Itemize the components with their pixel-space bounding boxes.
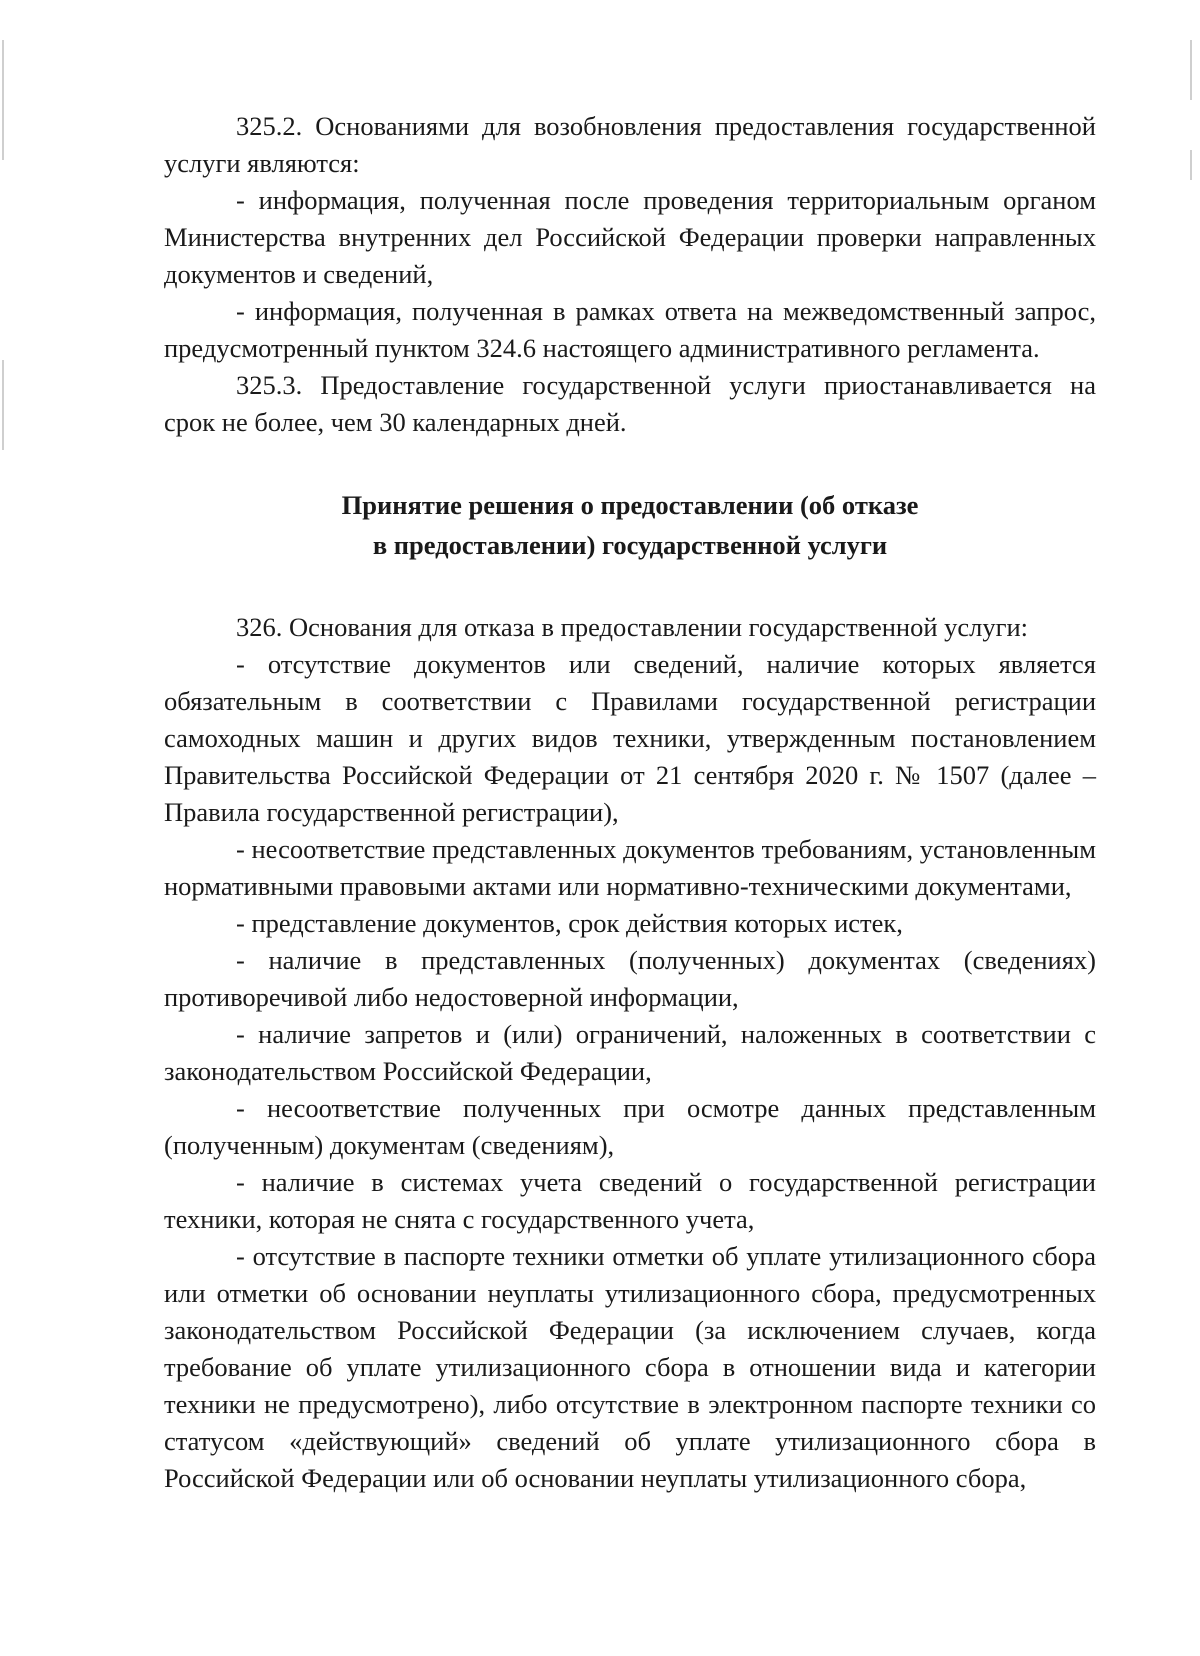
section-heading bbox=[164, 485, 1096, 565]
paragraph-325-3: 325.3. Предоставление государственной услуги приостанавливается на срок не более, чем 30 календарных дней. bbox=[164, 370, 1096, 437]
section-heading-line: в предоставлении) государственной услуги bbox=[372, 530, 888, 560]
list-item: - информация, полученная после проведения территориальным органом Министерства внутренних дел Российской Федерации проверки направленных документов и сведений, bbox=[164, 185, 1096, 289]
scan-edge-mark bbox=[1190, 150, 1192, 180]
scan-edge-mark bbox=[2, 40, 4, 160]
document-body bbox=[164, 108, 1096, 1497]
list-item: - наличие в системах учета сведений о государственной регистрации техники, которая не снята с государственного учета, bbox=[164, 1167, 1096, 1234]
list-item: - отсутствие в паспорте техники отметки об уплате утилизационного сбора или отметки об основании неуплаты утилизационного сбора, предусмотренных законодательством Российской Федерации (за исключением случаев, когда требование об уплате утилизационного сбора в отношении вида и категории техники не предусмотрено), либо отсутствие в электронном паспорте техники со статусом «действующий» сведений об уплате утилизационного сбора в Российской Федерации или об основании неуплаты утилизационного сбора, bbox=[164, 1241, 1096, 1493]
section-heading-line: Принятие решения о предоставлении (об отказе bbox=[341, 490, 919, 520]
list-item: - несоответствие представленных документов требованиям, установленным нормативными правовыми актами или нормативно-техническими документами, bbox=[164, 834, 1096, 901]
paragraph-325-2: 325.2. Основаниями для возобновления предоставления государственной услуги являются: bbox=[164, 111, 1096, 178]
list-item: - несоответствие полученных при осмотре данных представленным (полученным) документам (сведениям), bbox=[164, 1093, 1096, 1160]
scan-edge-mark bbox=[1190, 40, 1192, 100]
list-item: - информация, полученная в рамках ответа на межведомственный запрос, предусмотренный пунктом 324.6 настоящего административного регламента. bbox=[164, 296, 1096, 363]
list-item: - наличие в представленных (полученных) документах (сведениях) противоречивой либо недостоверной информации, bbox=[164, 945, 1096, 1012]
list-item: - отсутствие документов или сведений, наличие которых является обязательным в соответствии с Правилами государственной регистрации самоходных машин и других видов техники, утвержденным постановлением Правительства Российской Федерации от 21 сентября 2020 г. № 1507 (далее – Правила государственной регистрации), bbox=[164, 649, 1096, 827]
scan-edge-mark bbox=[2, 360, 4, 450]
list-item: - наличие запретов и (или) ограничений, наложенных в соответствии с законодательством Российской Федерации, bbox=[164, 1019, 1096, 1086]
list-item: - представление документов, срок действия которых истек, bbox=[236, 908, 903, 938]
paragraph-326: 326. Основания для отказа в предоставлении государственной услуги: bbox=[236, 612, 1029, 642]
